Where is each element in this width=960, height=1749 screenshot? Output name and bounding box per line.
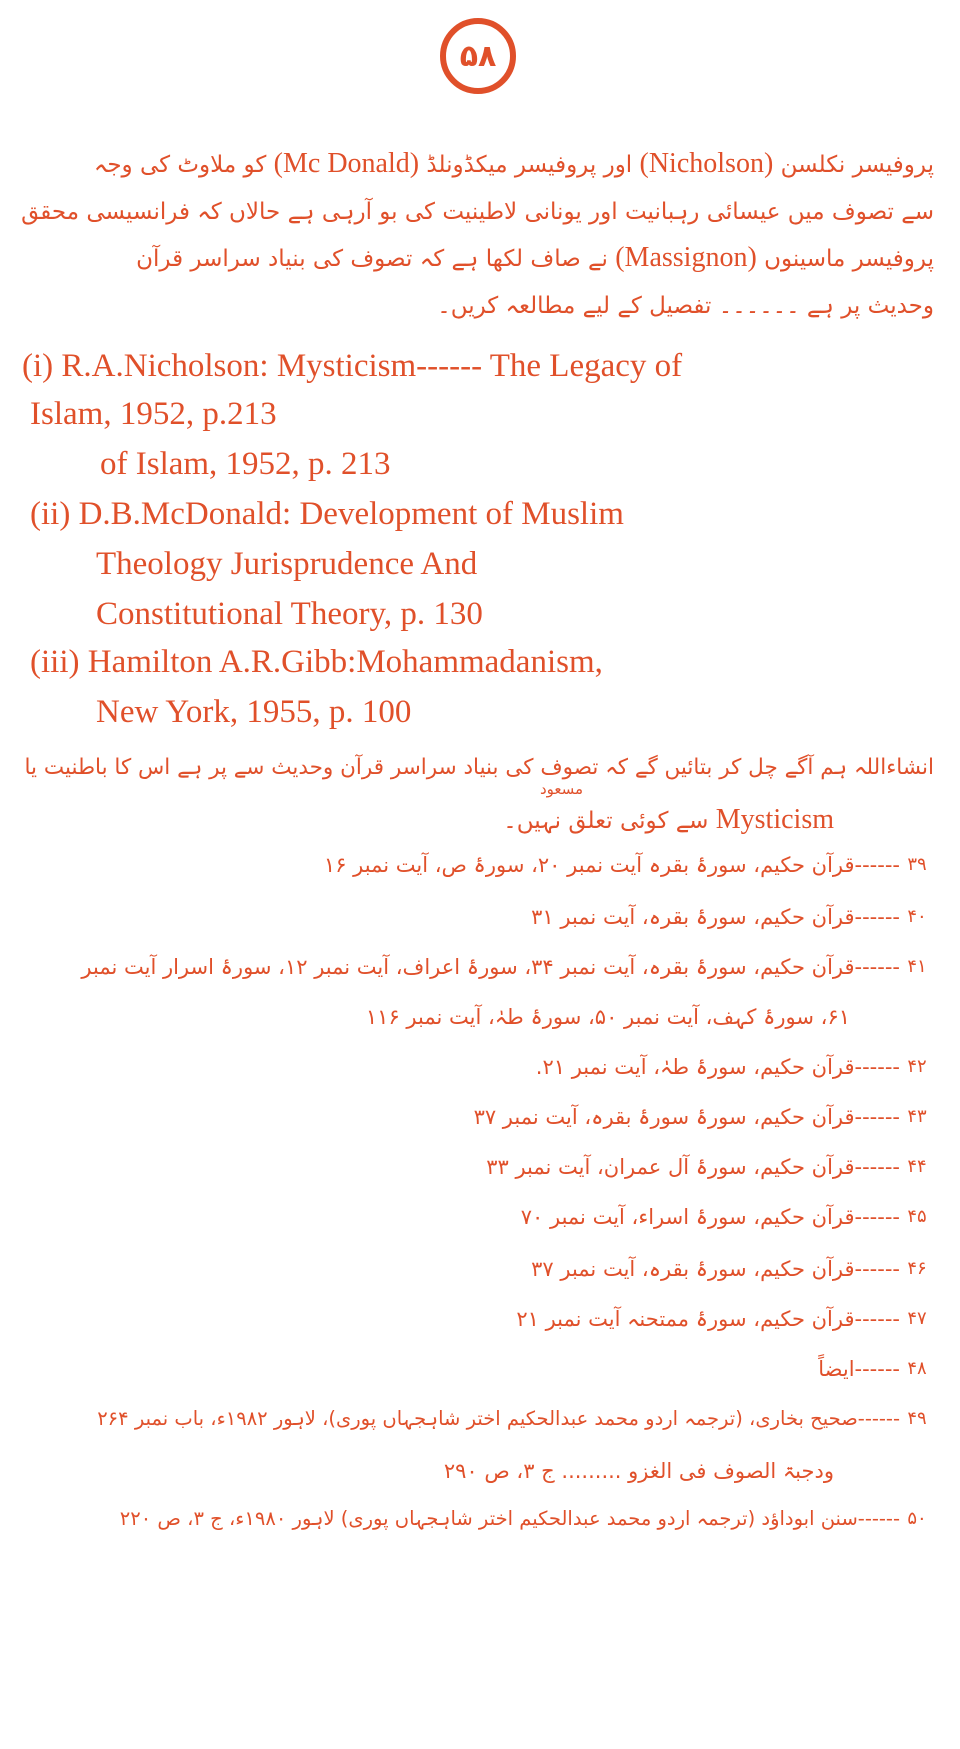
footnote-48 [818,1350,934,1388]
footnote-text: ایضاً [818,1357,855,1381]
intro-line-4: وحدیث پر ہے ۔۔۔۔۔۔ تفصیل کے لیے مطالعہ کریں۔ [437,293,934,319]
footnote-50 [120,1500,934,1538]
footnote-number: ۴۰ [907,906,927,927]
reference-2-line-3: Constitutional Theory, p. 130 [96,596,483,632]
closing-line-2 [300,798,834,843]
footnote-text: قرآن حکیم، سورۂ بقرہ، آیت نمبر ۳۱ [531,905,855,929]
footnote-dash: ------ [854,853,900,877]
footnote-46 [531,1250,934,1288]
reference-1-line-3: of Islam, 1952, p. 213 [100,446,391,482]
footnote-39 [324,846,934,884]
intro-text: پروفیسر ماسینوں [764,246,934,272]
intro-latin-term: (Massignon) [615,242,757,273]
footnote-49 [97,1400,934,1438]
reference-1-line-2: Islam, 1952, p.213 [30,396,277,432]
footnote-number: ۵۰ [907,1508,927,1529]
footnote-40 [531,898,934,936]
footnote-number: ۴۸ [907,1358,927,1379]
footnote-number: ۴۶ [907,1258,927,1279]
footnote-dash: ------ [854,1155,900,1179]
footnote-dash: ------ [854,1205,900,1229]
footnote-text: قرآن حکیم، سورۂ بقرہ، آیت نمبر ۳۷ [531,1257,855,1281]
reference-1-line-1: (i) R.A.Nicholson: Mysticism------ The Legacy of [22,348,683,384]
reference-3-line-1: (iii) Hamilton A.R.Gibb:Mohammadanism, [30,644,603,680]
closing-text: سے کوئی تعلق نہیں۔ [503,808,709,834]
footnote-number: ۴۱ [907,956,927,977]
reference-3-line-2: New York, 1955, p. 100 [96,694,412,730]
footnote-49-continuation: ودجبۃ الصوف فی الغزو ......... ج ۳، ص ۲۹۰ [443,1459,834,1483]
reference-2-line-1: (ii) D.B.McDonald: Development of Muslim [30,496,624,532]
intro-text: پروفیسر نکلسن [780,152,934,178]
footnote-41 [81,948,934,986]
footnote-41-continuation: ۶۱، سورۂ کہف، آیت نمبر ۵۰، سورۂ طہٰ، آیت نمبر ۱۱۶ [365,1005,850,1029]
footnote-text: سنن ابوداؤد (ترجمہ اردو محمد عبدالحکیم اختر شاہجہاں پوری) لاہور ۱۹۸۰ء، ج ۳، ص ۲۲۰ [119,1507,858,1530]
footnote-47 [516,1300,934,1338]
intro-latin-term: (Mc Donald) [273,148,420,179]
footnote-text: قرآن حکیم، سورۂ آل عمران، آیت نمبر ۳۳ [486,1155,855,1179]
footnote-text: قرآن حکیم، سورۂ اسراء، آیت نمبر ۷۰ [520,1205,855,1229]
closing-latin-term: Mysticism [715,804,834,835]
footnote-45 [521,1198,934,1236]
footnote-dash: ------ [854,905,900,929]
footnote-text: قرآن حکیم، سورۂ طہٰ، آیت نمبر ۲۱. [535,1055,855,1079]
footnote-number: ۴۲ [907,1056,927,1077]
page-number: ۵۸ [440,18,516,94]
footnote-text: صحیح بخاری، (ترجمہ اردو محمد عبدالحکیم اختر شاہجہاں پوری)، لاہور ۱۹۸۲ء، باب نمبر ۲۶۴ [97,1407,858,1430]
intro-line-3 [14,236,934,281]
intro-text: نے صاف لکھا ہے کہ تصوف کی بنیاد سراسر قرآن [136,246,608,272]
intro-latin-term: (Nicholson) [639,148,774,179]
intro-line-1 [14,142,934,187]
footnote-dash: ------ [854,1307,900,1331]
footnote-text: قرآن حکیم، سورۂ سورۂ بقرہ، آیت نمبر ۳۷ [473,1105,855,1129]
footnote-dash: ------ [854,955,900,979]
footnote-44 [486,1148,934,1186]
footnote-dash: ------ [854,1257,900,1281]
reference-2-line-2: Theology Jurisprudence And [96,546,478,582]
footnote-number: ۳۹ [907,854,927,875]
footnote-dash: ------ [854,1357,900,1381]
intro-line-2: سے تصوف میں عیسائی رہبانیت اور یونانی لاطینیت کی بو آرہی ہے حالاں کہ فرانسیسی محقق [21,199,934,225]
footnote-text: قرآن حکیم، سورۂ بقرہ، آیت نمبر ۳۴، سورۂ اعراف، آیت نمبر ۱۲، سورۂ اسرار آیت نمبر [81,955,855,979]
footnote-43 [474,1098,934,1136]
intro-text: اور پروفیسر میکڈونلڈ [426,152,633,178]
footnote-text: قرآن حکیم، سورۂ ممتحنہ آیت نمبر ۲۱ [516,1307,855,1331]
footnote-dash: ------ [857,1407,900,1430]
signature: مسعود [540,780,584,798]
footnote-number: ۴۹ [907,1408,927,1429]
footnote-number: ۴۴ [907,1156,927,1177]
closing-line-1: انشاءاللہ ہم آگے چل کر بتائیں گے کہ تصوف کی بنیاد سراسر قرآن وحدیث سے پر ہے اس کا باطنیت یا [24,755,934,780]
footnote-dash: ------ [857,1507,900,1530]
footnote-number: ۴۷ [907,1308,927,1329]
footnote-number: ۴۳ [907,1106,927,1127]
footnote-dash: ------ [854,1105,900,1129]
footnote-number: ۴۵ [907,1206,927,1227]
footnote-dash: ------ [854,1055,900,1079]
footnote-42 [536,1048,934,1086]
footnote-text: قرآن حکیم، سورۂ بقرہ آیت نمبر ۲۰، سورۂ ص، آیت نمبر ۱۶ [323,853,855,877]
intro-text: کو ملاوٹ کی وجہ [93,152,267,178]
